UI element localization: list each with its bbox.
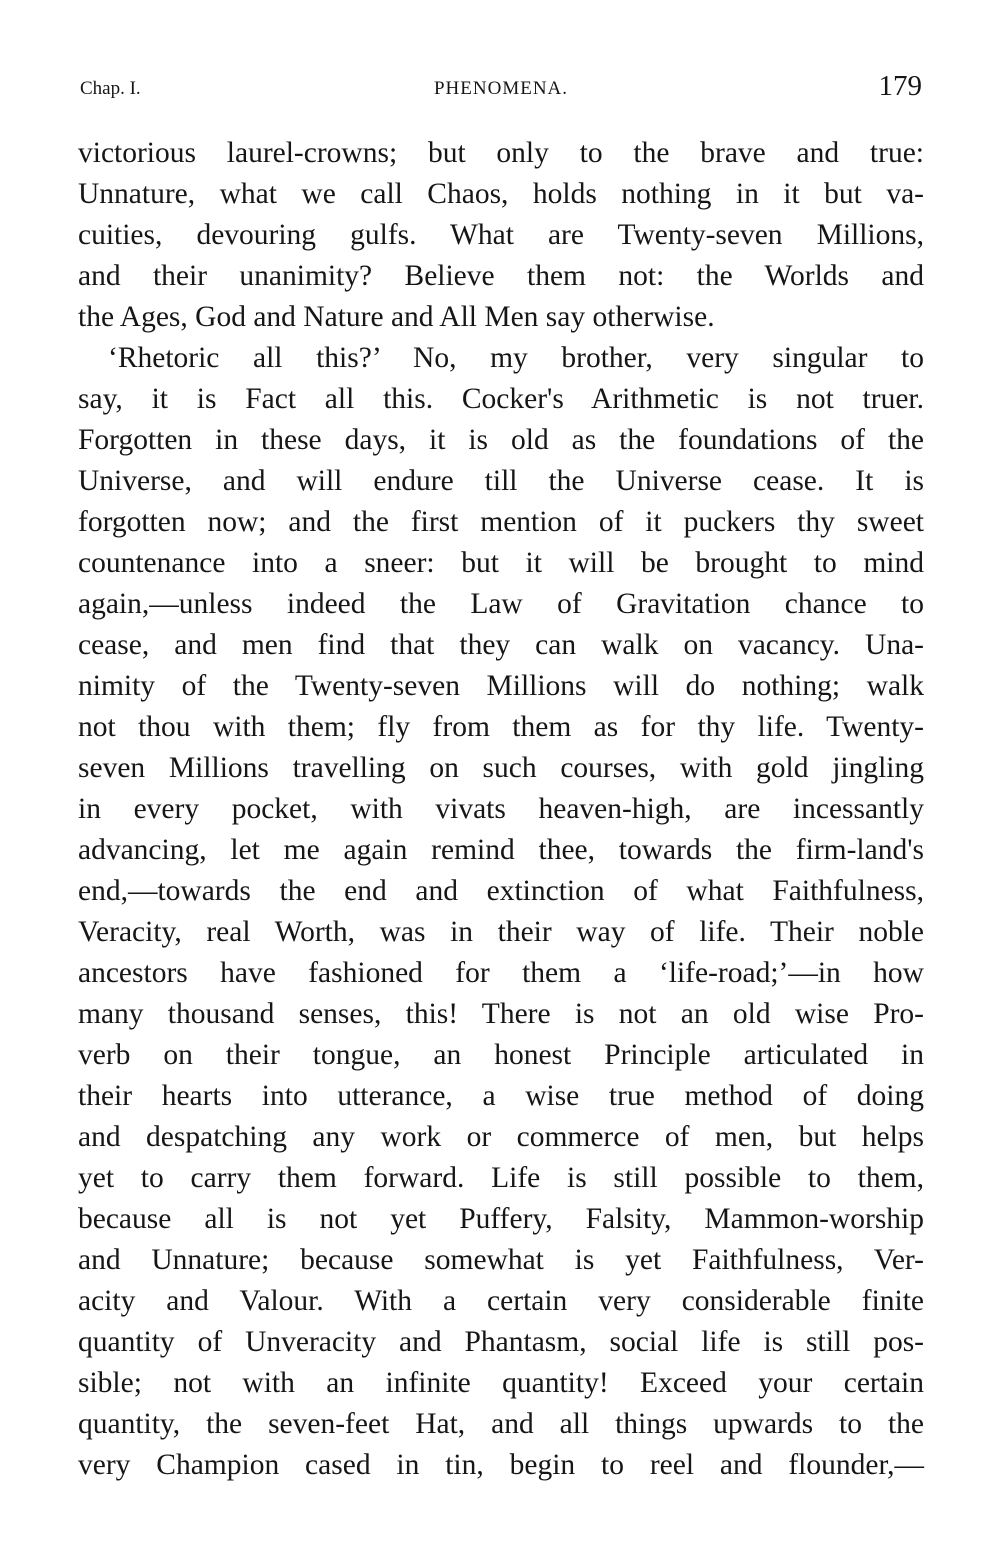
running-head — [80, 70, 922, 104]
text-line: the Ages, God and Nature and All Men say otherwise. — [78, 301, 715, 333]
body-text — [78, 133, 924, 1486]
text-line: Unnature, what we call Chaos, holds nothing in it but va- — [78, 178, 924, 210]
text-line: many thousand senses, this! There is not an old wise Pro- — [78, 998, 924, 1030]
text-line: ancestors have fashioned for them a ‘life-road;’—in how — [78, 957, 924, 989]
text-line: say, it is Fact all this. Cocker's Arithmetic is not truer. — [78, 383, 924, 415]
text-line: cuities, devouring gulfs. What are Twenty-seven Millions, — [78, 219, 924, 251]
text-line: Veracity, real Worth, was in their way of life. Their noble — [78, 916, 924, 948]
text-line: and despatching any work or commerce of men, but helps — [78, 1121, 924, 1153]
text-line: very Champion cased in tin, begin to reel and flounder,— — [78, 1449, 924, 1481]
text-line: because all is not yet Puffery, Falsity, Mammon-worship — [78, 1203, 924, 1235]
text-line: Forgotten in these days, it is old as the foundations of the — [78, 424, 924, 456]
text-line: quantity, the seven-feet Hat, and all things upwards to the — [78, 1408, 924, 1440]
text-line: seven Millions travelling on such courses, with gold jingling — [78, 752, 924, 784]
text-line: not thou with them; fly from them as for thy life. Twenty- — [78, 711, 924, 743]
chapter-label: Chap. I. — [80, 78, 141, 99]
text-line: sible; not with an infinite quantity! Exceed your certain — [78, 1367, 924, 1399]
text-line: forgotten now; and the first mention of it puckers thy sweet — [78, 506, 924, 538]
text-line: again,—unless indeed the Law of Gravitation chance to — [78, 588, 924, 620]
text-line: Universe, and will endure till the Universe cease. It is — [78, 465, 924, 497]
text-line: acity and Valour. With a certain very considerable finite — [78, 1285, 924, 1317]
text-line: their hearts into utterance, a wise true method of doing — [78, 1080, 924, 1112]
text-line: ‘Rhetoric all this?’ No, my brother, very singular to — [108, 342, 924, 374]
text-line: and their unanimity? Believe them not: the Worlds and — [78, 260, 924, 292]
text-line: quantity of Unveracity and Phantasm, social life is still pos- — [78, 1326, 924, 1358]
text-line: and Unnature; because somewhat is yet Faithfulness, Ver- — [78, 1244, 924, 1276]
text-line: advancing, let me again remind thee, towards the firm-land's — [78, 834, 924, 866]
text-line: countenance into a sneer: but it will be brought to mind — [78, 547, 924, 579]
text-line: end,—towards the end and extinction of what Faithfulness, — [78, 875, 924, 907]
page-number: 179 — [878, 70, 922, 102]
section-title: PHENOMENA. — [433, 78, 569, 99]
text-line: nimity of the Twenty-seven Millions will do nothing; walk — [78, 670, 924, 702]
text-line: in every pocket, with vivats heaven-high, are incessantly — [78, 793, 924, 825]
text-line: verb on their tongue, an honest Principle articulated in — [78, 1039, 924, 1071]
text-line: yet to carry them forward. Life is still possible to them, — [78, 1162, 924, 1194]
text-line: cease, and men find that they can walk on vacancy. Una- — [78, 629, 924, 661]
text-line: victorious laurel-crowns; but only to the brave and true: — [78, 137, 924, 169]
